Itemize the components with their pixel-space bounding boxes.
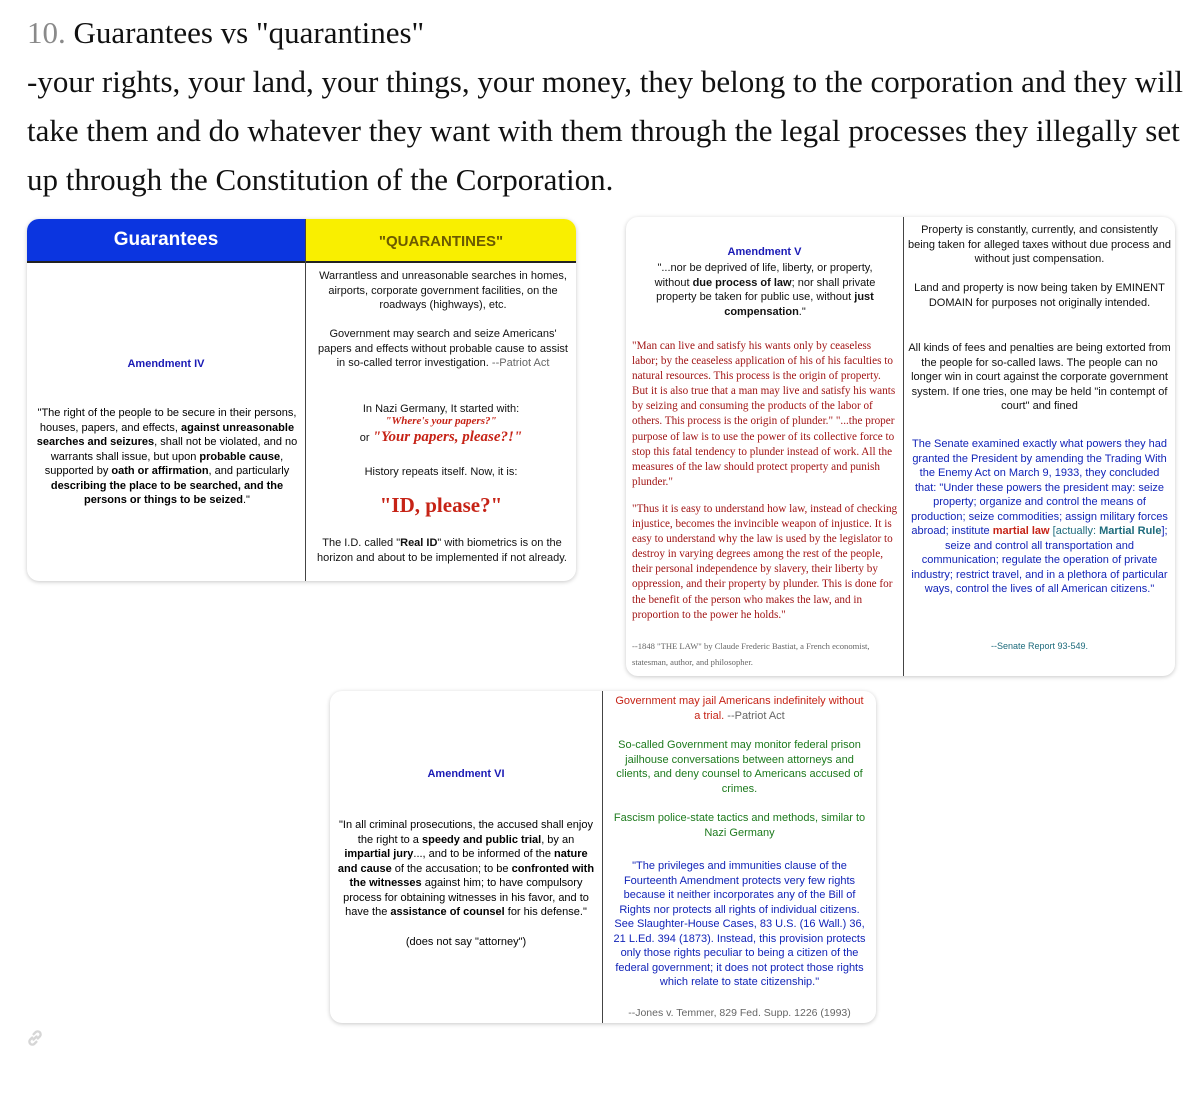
fascism-text: Fascism police-state tactics and methods, similar to Nazi Germany bbox=[613, 812, 866, 839]
item-body: -your rights, your land, your things, your money, they belong to the corporation and they will take them and do whatever they want with them through the legal processes they illegally set up through the Constitution of the Corporation. bbox=[27, 64, 1183, 197]
item-title: Guarantees vs "quarantines" bbox=[73, 15, 425, 50]
right-column bbox=[603, 691, 876, 1023]
bastiat-source: --1848 "THE LAW" by Claude Frederic Bastiat, a French economist, statesman, author, and philosopher. bbox=[632, 641, 870, 667]
fees-penalties-text: All kinds of fees and penalties are being extorted from the people for so-called laws. The people can no longer win in court against the corporate government system. If one tries, one may be held "in contempt of court" and fined bbox=[908, 342, 1171, 412]
warrantless-text: Warrantless and unreasonable searches in homes, airports, corporate government facilities, on the roadways (highways), etc. bbox=[319, 270, 567, 311]
amendment-title: Amendment IV bbox=[127, 358, 205, 370]
item-number: 10. bbox=[27, 15, 66, 50]
amendment-quote: "...nor be deprived of life, liberty, or property, without due process of law; nor shall private property be taken for public use, without just compensation." bbox=[654, 262, 876, 318]
amendment-title: Amendment VI bbox=[427, 768, 505, 780]
amendment-title: Amendment V bbox=[727, 246, 802, 258]
amendment-quote: "In all criminal prosecutions, the accused shall enjoy the right to a speedy and public trial, by an impartial jury..., and to be informed of the nature and cause of the accusation; to be confronted with the witnesses against him; to have compulsory process for obtaining witnesses in his favor, and to have the assistance of counsel for his defense." bbox=[337, 819, 595, 918]
left-column bbox=[626, 217, 903, 676]
bastiat-quote-2: "Thus it is easy to understand how law, instead of checking injustice, becomes the invincible weapon of injustice. It is easy to understand why the law is used by the legislator to destroy in varying degrees among the rest of the people, their personal independence by slavery, their liberty by oppression, and their property by plunder. This is done for the benefit of the person who makes the law, and in proportion to the power he holds." bbox=[632, 503, 898, 621]
left-column bbox=[330, 691, 602, 1023]
eminent-domain-text: Land and property is now being taken by EMINENT DOMAIN for purposes not originally intended. bbox=[914, 282, 1165, 309]
wheres-your-papers: "Where's your papers?" bbox=[385, 415, 497, 427]
right-column bbox=[306, 219, 576, 581]
bastiat-quote-1: "Man can live and satisfy his wants only by ceaseless labor; by the ceaseless application of his of his faculties to natural resources. This process is the origin of property. But it is also true that a man may live and satisfy his wants by seizing and consuming the products of the labor of others. This process is the origin of plunder." "...the proper purpose of law is to use the power of its collective force to stop this fatal tendency to plunder instead of work. All the measures of the law should protect property and punish plunder." bbox=[632, 340, 896, 488]
property-taken-text: Property is constantly, currently, and consistently being taken for alleged taxes without due process and without just compensation. bbox=[908, 224, 1171, 265]
left-column bbox=[27, 219, 305, 581]
nazi-germany-text: In Nazi Germany, It started with: bbox=[362, 403, 520, 415]
quarantines-header: "QUARANTINES" bbox=[306, 219, 576, 263]
guarantees-header: Guarantees bbox=[27, 219, 305, 263]
right-column bbox=[904, 217, 1175, 676]
image-card-amendment-vi[interactable] bbox=[330, 691, 876, 1023]
papers-please-line: or "Your papers, please?!" bbox=[359, 429, 523, 445]
senate-report-source: --Senate Report 93-549. bbox=[990, 641, 1089, 651]
history-repeats-text: History repeats itself. Now, it is: bbox=[364, 466, 518, 478]
link-icon[interactable] bbox=[25, 1028, 45, 1048]
attorney-note: (does not say "attorney") bbox=[405, 936, 527, 948]
id-please-text: "ID, please?" bbox=[379, 493, 503, 517]
privileges-clause-text: "The privileges and immunities clause of the Fourteenth Amendment protects very few rights because it neither incorporates any of the Bill of Rights nor protects all rights of individual citizens. See Slaughter-House Cases, 83 U.S. (16 Wall.) 36, 21 L.Ed. 394 (1873). Instead, this provision protects only those rights peculiar to being a citizen of the federal government; it does not protect those rights which relate to state citizenship." bbox=[613, 860, 866, 988]
jail-indefinitely-text: Government may jail Americans indefinitely without a trial. --Patriot Act bbox=[615, 695, 864, 722]
image-card-amendment-iv[interactable] bbox=[27, 219, 576, 581]
link-icon-graphic bbox=[25, 1028, 45, 1048]
article-heading bbox=[27, 8, 1187, 204]
search-seize-text: Government may search and seize Americans' papers and effects without probable cause to assist in so-called terror investigation. --Patriot Act bbox=[318, 328, 568, 369]
jones-temmer-source: --Jones v. Temmer, 829 Fed. Supp. 1226 (1993) bbox=[628, 1007, 851, 1019]
monitor-conversations-text: So-called Government may monitor federal prison jailhouse conversations between attorneys and clients, and deny counsel to Americans accused of crimes. bbox=[616, 739, 863, 795]
senate-report-text: The Senate examined exactly what powers they had granted the President by amending the Trading With the Enemy Act on March 9, 1933, they concluded that: "Under these powers the president may: seize property; organize and control the means of production; seize commodities; assign military forces abroad; institute martial law [actually: Martial Rule]; seize and control all transportation and communication; regulate the operation of private industry; restrict travel, and in a plethora of particular ways, control the lives of all American citizens." bbox=[911, 438, 1168, 595]
real-id-text: The I.D. called "Real ID" with biometrics is on the horizon and about to be implemented if not already. bbox=[317, 537, 567, 564]
amendment-quote: "The right of the people to be secure in their persons, houses, papers, and effects, against unreasonable searches and seizures, shall not be violated, and no warrants shall issue, but upon probable cause, supported by oath or affirmation, and particularly describing the place to be searched, and the persons or things to be seized." bbox=[36, 407, 298, 506]
image-card-amendment-v[interactable] bbox=[626, 217, 1175, 676]
